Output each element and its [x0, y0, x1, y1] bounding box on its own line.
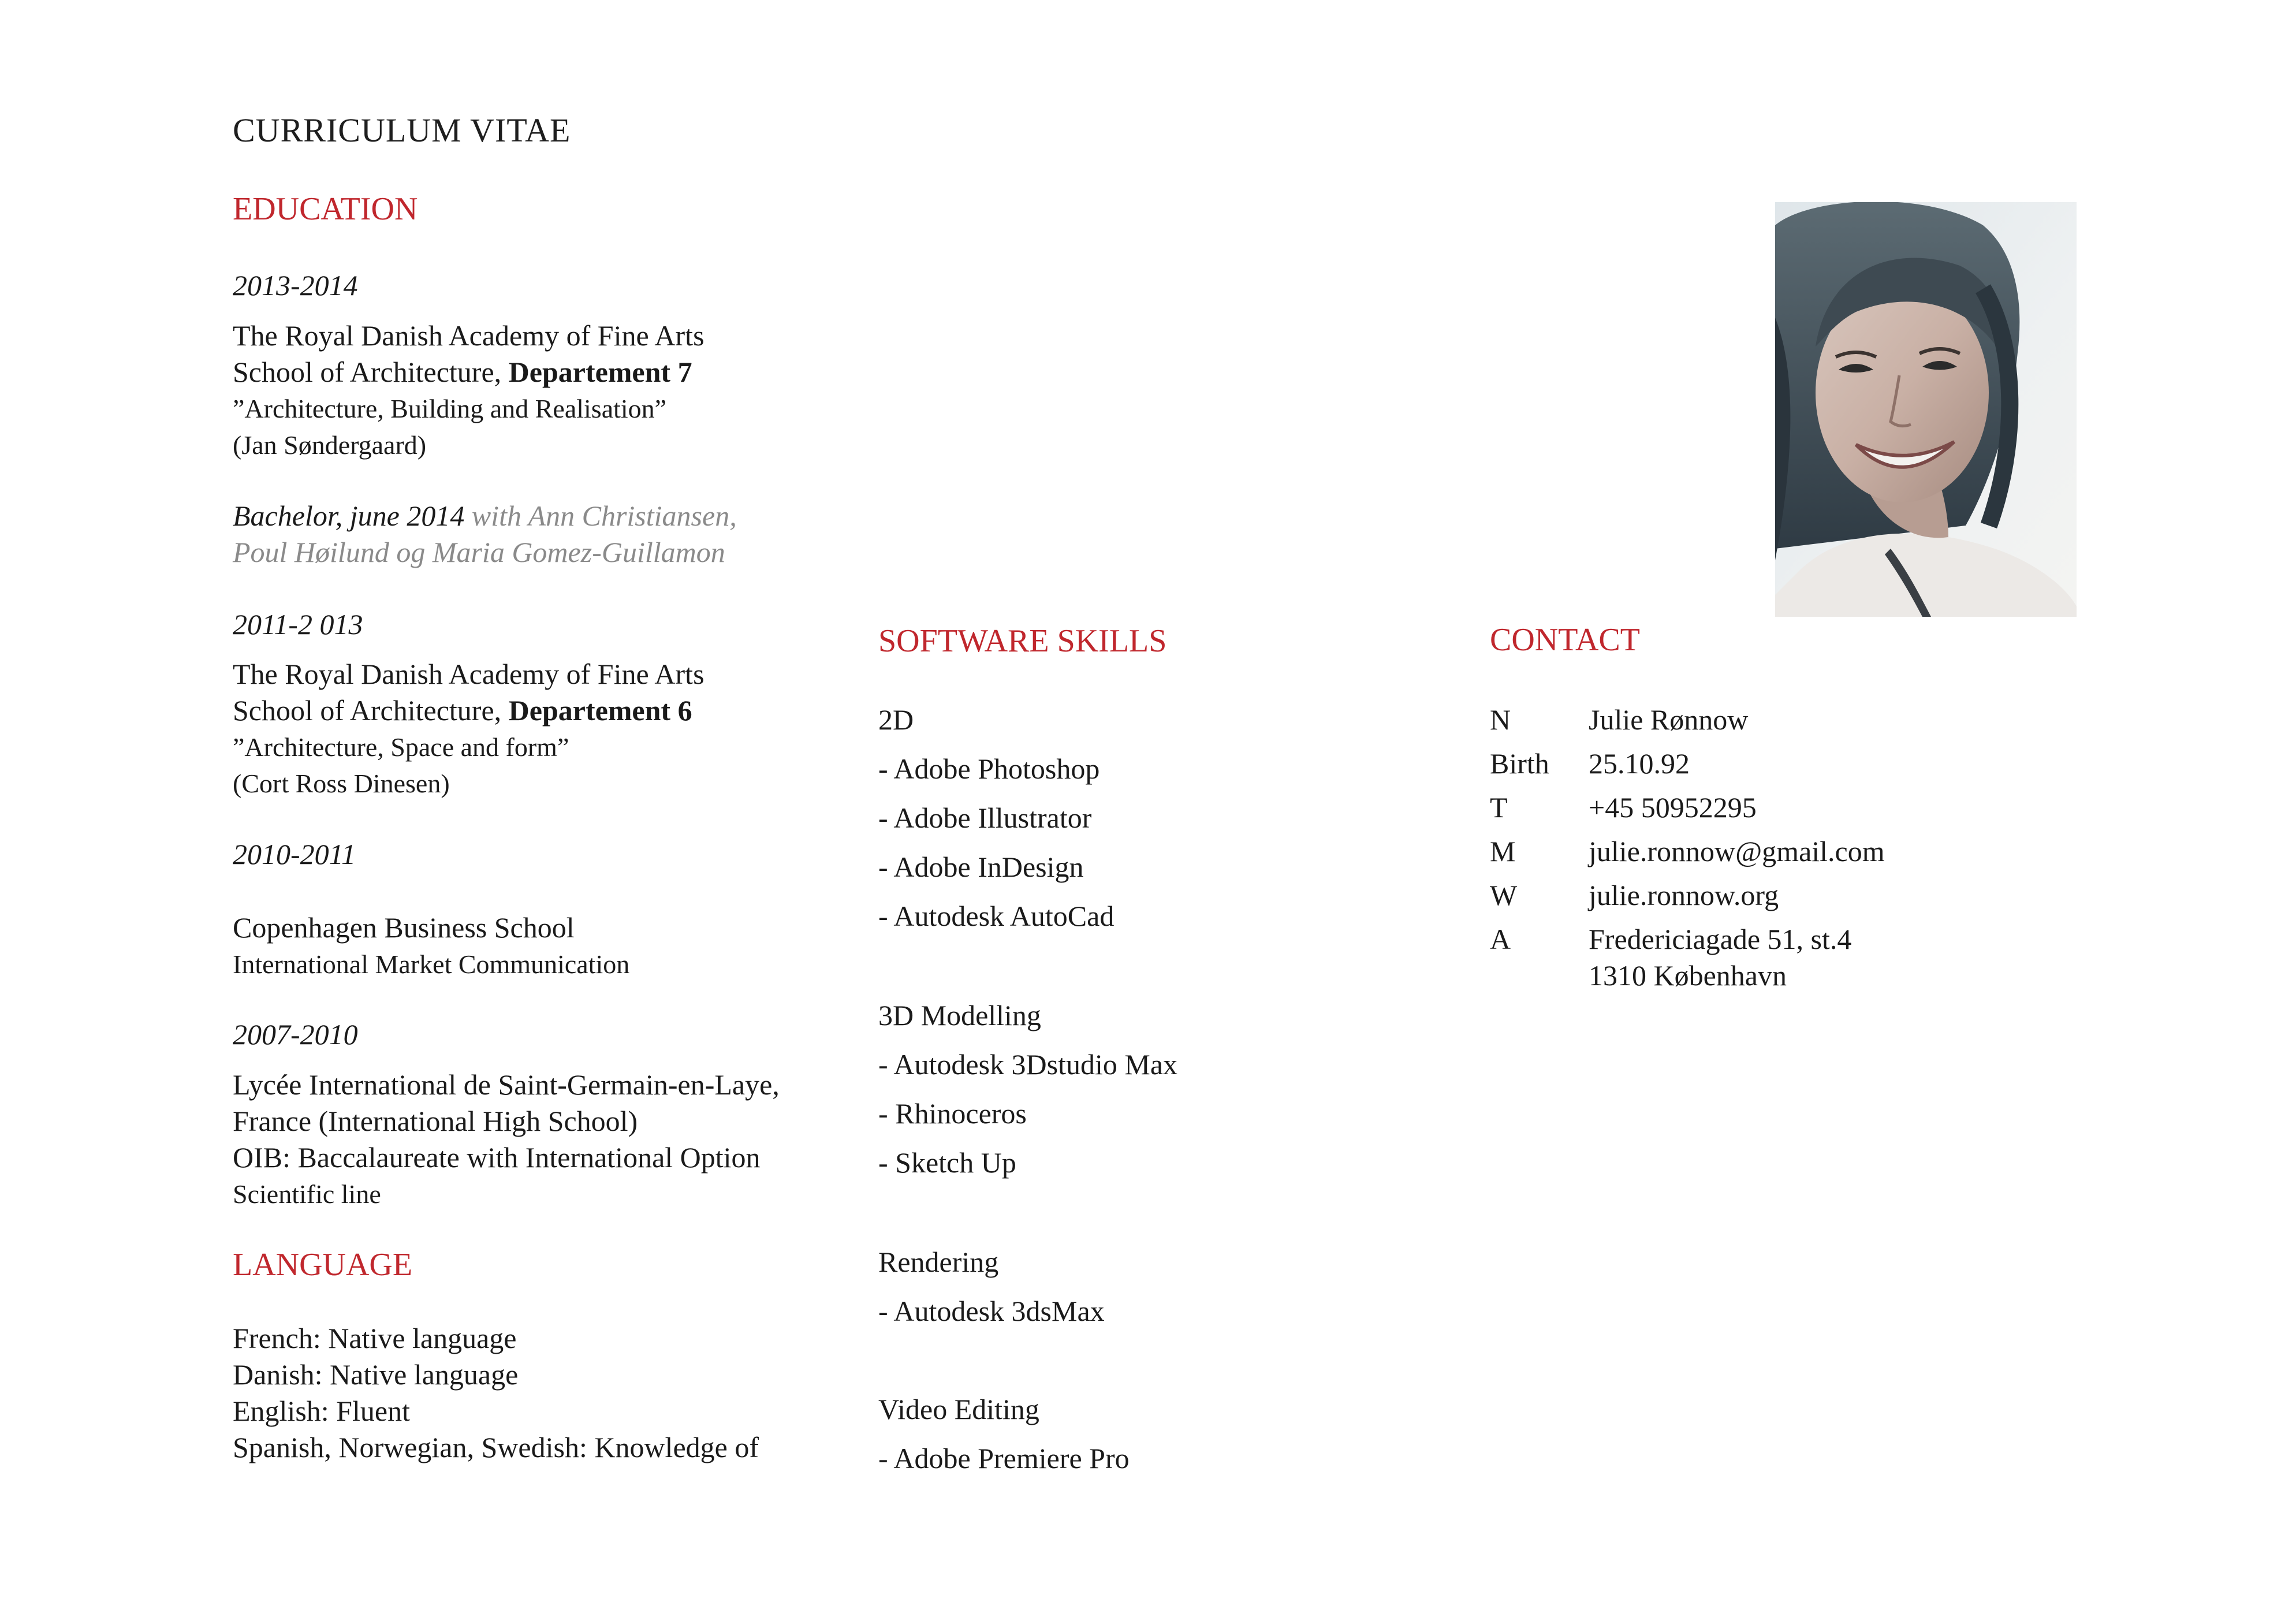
contact-name: Julie Rønnow — [1589, 703, 1749, 736]
contact-address: Fredericiagade 51, st.4 — [1589, 923, 1852, 955]
contact-email: julie.ronnow@gmail.com — [1589, 835, 1885, 867]
education-3-details — [233, 910, 629, 982]
skill-item: - Sketch Up — [878, 1146, 1016, 1179]
software-heading: SOFTWARE SKILLS — [878, 623, 1167, 659]
skill-item: - Autodesk AutoCad — [878, 900, 1115, 932]
contact-heading: CONTACT — [1490, 622, 1640, 658]
education-3-school: Copenhagen Business School — [233, 911, 575, 944]
skill-group-3d: 3D Modelling — [878, 999, 1041, 1031]
bachelor-label: Bachelor, june 2014 — [233, 500, 465, 532]
education-4-years: 2007-2010 — [233, 1018, 358, 1051]
bachelor-advisors-2: Poul Høilund og Maria Gomez-Guillamon — [233, 536, 725, 568]
skill-item: - Rhinoceros — [878, 1097, 1027, 1130]
language-item: English: Fluent — [233, 1395, 410, 1427]
education-1-program: ”Architecture, Building and Realisation” — [233, 394, 667, 423]
profile-photo — [1775, 202, 2077, 617]
skill-group-rendering: Rendering — [878, 1246, 999, 1278]
contact-phone: +45 50952295 — [1589, 791, 1757, 824]
contact-website: julie.ronnow.org — [1589, 879, 1779, 911]
contact-key-phone: T — [1490, 791, 1508, 824]
language-list — [233, 1320, 759, 1466]
page-title: CURRICULUM VITAE — [233, 111, 571, 149]
contact-address-city: 1310 København — [1589, 959, 1787, 992]
contact-key-web: W — [1490, 879, 1518, 911]
language-item: French: Native language — [233, 1322, 517, 1354]
contact-key-mail: M — [1490, 835, 1516, 867]
skill-item: - Autodesk 3dsMax — [878, 1295, 1105, 1327]
contact-key-name: N — [1490, 703, 1511, 736]
education-2-program: ”Architecture, Space and form” — [233, 732, 569, 762]
skill-item: - Autodesk 3Dstudio Max — [878, 1048, 1178, 1081]
education-heading: EDUCATION — [233, 191, 418, 227]
education-3-program: International Market Communication — [233, 949, 630, 979]
contact-birth: 25.10.92 — [1589, 747, 1690, 780]
education-2-details — [233, 656, 705, 802]
education-2-years: 2011-2 013 — [233, 608, 363, 640]
contact-key-birth: Birth — [1490, 747, 1549, 780]
education-2-school: The Royal Danish Academy of Fine Arts — [233, 658, 705, 690]
skill-group-video: Video Editing — [878, 1393, 1039, 1425]
education-2-professor: (Cort Ross Dinesen) — [233, 769, 450, 798]
education-4-details — [233, 1067, 780, 1212]
skill-item: - Adobe Photoshop — [878, 753, 1100, 785]
bachelor-advisors-1: with Ann Christiansen, — [464, 500, 737, 532]
education-4-school-type: France (International High School) — [233, 1105, 638, 1137]
education-1-school: The Royal Danish Academy of Fine Arts — [233, 319, 705, 352]
language-item: Spanish, Norwegian, Swedish: Knowledge of — [233, 1431, 759, 1463]
language-heading: LANGUAGE — [233, 1247, 413, 1283]
education-1-details — [233, 318, 705, 463]
language-item: Danish: Native language — [233, 1358, 519, 1391]
skill-item: - Adobe Illustrator — [878, 802, 1092, 834]
education-1-professor: (Jan Søndergaard) — [233, 430, 427, 460]
contact-key-address: A — [1490, 923, 1511, 955]
education-1-years: 2013-2014 — [233, 269, 358, 301]
education-1-department: School of Architecture, Departement 7 — [233, 356, 692, 388]
education-4-diploma: OIB: Baccalaureate with International Option — [233, 1141, 761, 1174]
education-2-department: School of Architecture, Departement 6 — [233, 694, 692, 727]
skill-group-2d: 2D — [878, 703, 914, 736]
education-1-bachelor — [233, 498, 737, 571]
education-4-school: Lycée International de Saint-Germain-en-Laye, — [233, 1068, 780, 1101]
education-3-years: 2010-2011 — [233, 838, 356, 870]
skill-item: - Adobe InDesign — [878, 851, 1084, 883]
skill-item: - Adobe Premiere Pro — [878, 1442, 1130, 1474]
education-4-track: Scientific line — [233, 1179, 381, 1209]
